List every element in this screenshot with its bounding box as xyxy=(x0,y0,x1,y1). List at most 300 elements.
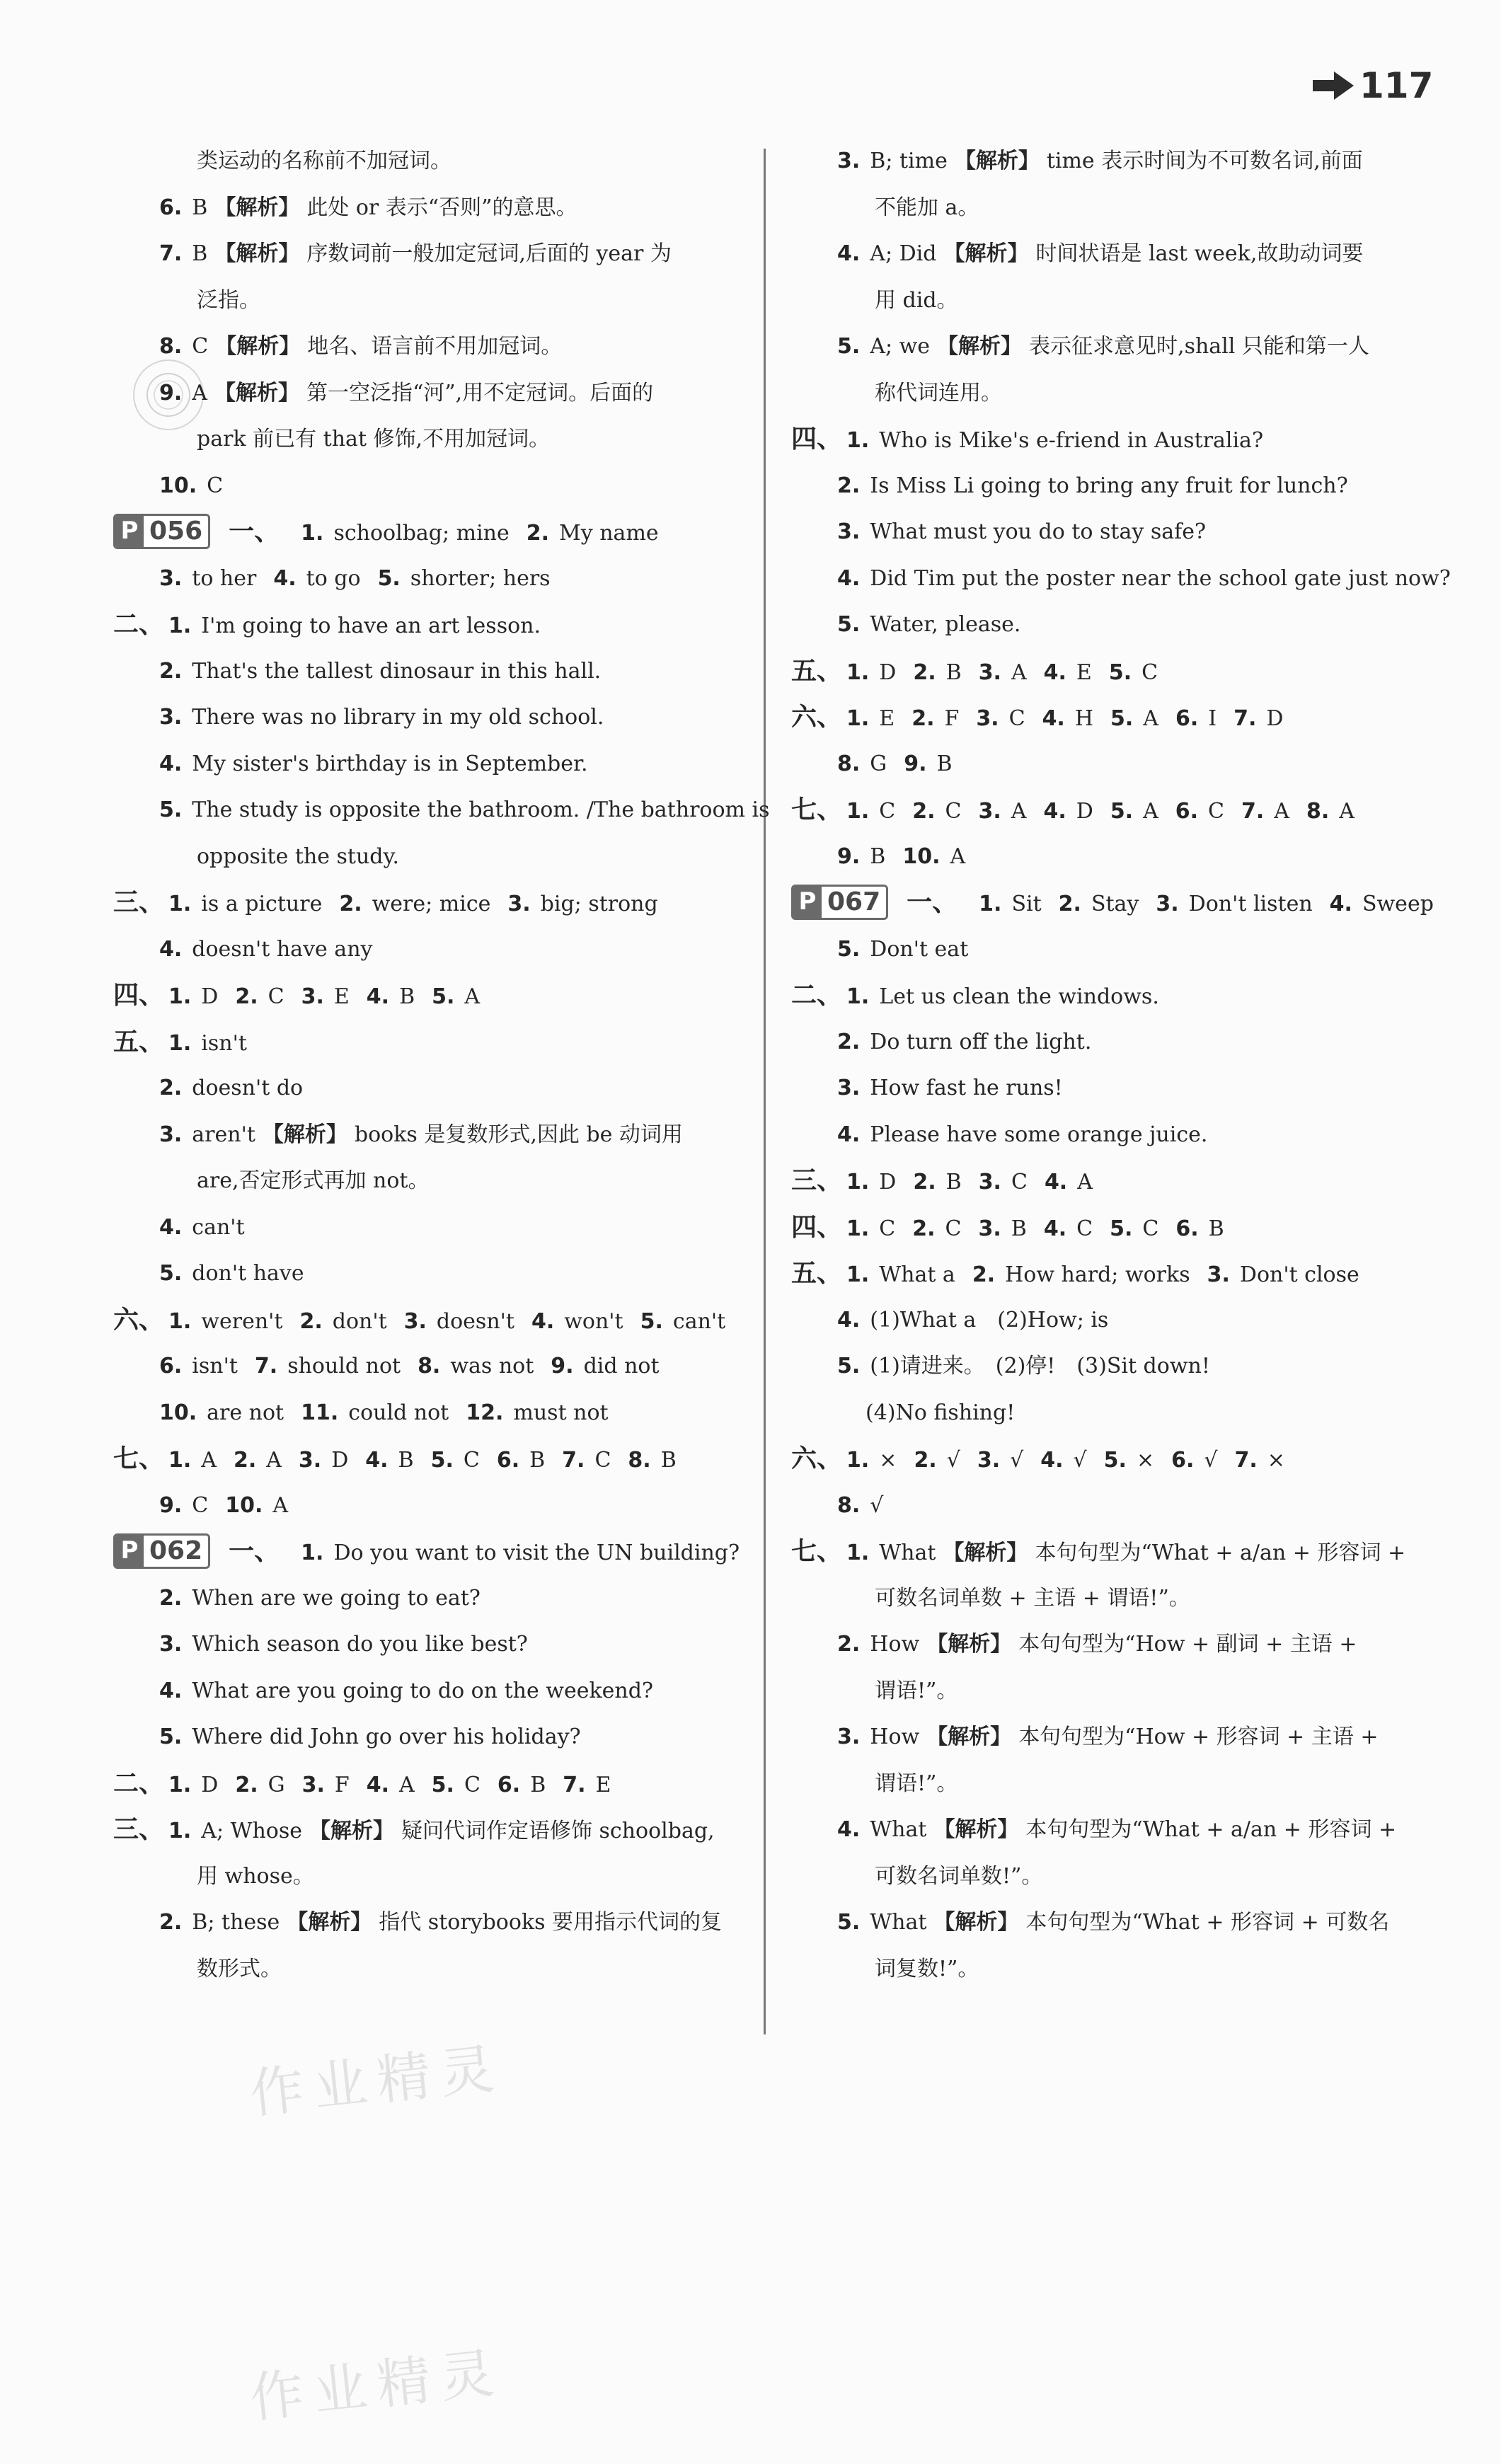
answer-line xyxy=(791,1575,1414,1622)
answer-text: Don't eat xyxy=(870,936,969,962)
answer-text: to her xyxy=(192,565,257,591)
answer-line xyxy=(113,834,736,880)
answer-item xyxy=(1026,788,1093,835)
question-number: 1. xyxy=(846,1262,870,1287)
answer-item xyxy=(285,1762,350,1809)
question-number: 2. xyxy=(339,892,362,916)
analysis-tag: 【解析】 xyxy=(214,241,300,266)
answer-text: What xyxy=(879,1541,936,1565)
answer-text: C xyxy=(1076,1216,1093,1241)
section-label: 三、 xyxy=(113,1815,165,1844)
answer-item xyxy=(895,1206,961,1253)
question-number: 4. xyxy=(365,1448,389,1473)
question-number: 5. xyxy=(159,798,183,822)
answer-item xyxy=(1158,1206,1224,1253)
answer-text: can't xyxy=(672,1308,726,1334)
question-number: 1. xyxy=(846,1216,870,1241)
answer-line xyxy=(791,694,1414,741)
question-number: 2. xyxy=(159,1910,183,1935)
answer-line xyxy=(791,323,1414,370)
question-number: 1. xyxy=(168,984,192,1009)
answer-line xyxy=(113,231,736,277)
answer-line xyxy=(113,1158,736,1204)
page-ref-badge xyxy=(113,514,210,549)
answer-line xyxy=(791,1899,1414,1946)
question-number: 2. xyxy=(1058,892,1081,916)
answer-text: Let us clean the windows. xyxy=(879,984,1159,1009)
answer-line xyxy=(791,1946,1414,1993)
answer-line xyxy=(113,1019,736,1066)
question-number: 2. xyxy=(159,1076,183,1100)
answer-line xyxy=(113,1668,736,1715)
question-number: 4. xyxy=(366,984,390,1009)
answer-text: schoolbag; mine xyxy=(333,521,510,546)
answer-text: can't xyxy=(192,1214,245,1240)
answer-item xyxy=(791,1250,955,1299)
answer-text: Do you want to visit the UN building? xyxy=(333,1541,740,1565)
question-number: 1. xyxy=(979,892,1002,916)
answer-item xyxy=(350,974,415,1020)
answer-text: √ xyxy=(946,1448,960,1473)
answer-text: C xyxy=(879,1216,896,1241)
answer-text: D xyxy=(1076,799,1093,824)
analysis-tag: 【解析】 xyxy=(954,149,1040,173)
question-number: 4. xyxy=(837,241,861,266)
question-number: 3. xyxy=(1156,892,1179,916)
answer-item xyxy=(1027,650,1092,696)
answer-text: must not xyxy=(513,1400,609,1425)
answer-text: C xyxy=(463,1448,480,1473)
answer-line xyxy=(113,648,736,695)
answer-text: Stay xyxy=(1091,892,1139,916)
question-number: 1. xyxy=(168,1030,192,1056)
question-number: 4. xyxy=(1040,1448,1064,1473)
page-number-text: 117 xyxy=(1359,65,1434,106)
question-number: 8. xyxy=(159,334,183,359)
answer-line xyxy=(791,880,1434,926)
answer-item xyxy=(791,1204,895,1253)
answer-item xyxy=(217,1437,282,1484)
analysis-tag: 【解析】 xyxy=(937,334,1023,359)
answer-item xyxy=(159,1483,208,1529)
answer-line xyxy=(113,1390,736,1437)
question-number: 4. xyxy=(837,1122,861,1147)
section-label: 一、 xyxy=(229,1537,280,1566)
question-number: 6. xyxy=(1175,706,1199,731)
answer-text: C xyxy=(594,1448,611,1473)
question-number: 1. xyxy=(846,706,870,731)
answer-item xyxy=(490,881,657,928)
question-number: 6. xyxy=(159,195,183,220)
answer-text: How xyxy=(870,1632,920,1657)
answer-item xyxy=(907,880,1042,928)
answer-line xyxy=(791,138,1414,185)
answer-text: E xyxy=(1076,660,1092,685)
analysis-tag: 【解析】 xyxy=(214,195,300,220)
question-number: 3. xyxy=(159,1632,183,1657)
analysis-note: 本句句型为“How + 副词 + 主语 + xyxy=(1018,1632,1357,1657)
answer-item xyxy=(959,696,1025,742)
answer-line xyxy=(791,1065,1414,1112)
answer-item xyxy=(791,1158,896,1206)
question-number: 7. xyxy=(1234,1448,1258,1473)
answer-text: don't xyxy=(332,1308,387,1334)
answer-line xyxy=(791,1019,1414,1066)
question-number: 1. xyxy=(846,1170,870,1194)
question-number: 3. xyxy=(837,1076,861,1100)
question-number: 3. xyxy=(978,1216,1001,1241)
question-number: 2. xyxy=(913,1170,936,1194)
page-ref-letter: P xyxy=(793,887,822,918)
section-label: 四、 xyxy=(791,1212,843,1242)
question-number: 8. xyxy=(837,1492,861,1518)
answer-item xyxy=(113,1761,218,1809)
question-number: 1. xyxy=(846,799,870,824)
answer-text: My sister's birthday is in September. xyxy=(192,751,588,776)
answer-text: opposite the study. xyxy=(197,844,400,869)
question-number: 4. xyxy=(1043,799,1066,824)
question-number: 3. xyxy=(301,984,324,1009)
answer-line xyxy=(791,277,1414,324)
answer-line xyxy=(791,555,1451,602)
answer-text: B xyxy=(945,660,962,685)
question-number: 3. xyxy=(976,706,999,731)
question-number: 4. xyxy=(1043,660,1066,685)
section-label: 七、 xyxy=(113,1444,165,1473)
answer-text: A xyxy=(1143,706,1158,731)
question-number: 4. xyxy=(273,565,297,591)
answer-text: (1)What a (2)How; is xyxy=(870,1307,1109,1332)
answer-text: B xyxy=(1011,1216,1027,1241)
section-label: 六、 xyxy=(791,1444,843,1473)
answer-line xyxy=(113,1807,736,1853)
question-number: 6. xyxy=(1175,799,1199,824)
question-number: 3. xyxy=(978,660,1001,685)
answer-text: doesn't xyxy=(436,1308,514,1334)
answer-item xyxy=(238,1343,401,1390)
answer-text: 数形式。 xyxy=(197,1956,282,1981)
section-label: 三、 xyxy=(113,888,165,917)
answer-line xyxy=(113,1204,736,1251)
question-number: 5. xyxy=(837,1910,861,1935)
answer-item xyxy=(282,1437,348,1484)
answer-line xyxy=(113,185,736,231)
question-number: 2. xyxy=(837,1029,861,1054)
section-label: 六、 xyxy=(113,1305,165,1335)
answer-line xyxy=(791,834,1414,880)
answer-text: did not xyxy=(583,1354,660,1378)
answer-line xyxy=(113,1529,740,1575)
question-number: 4. xyxy=(1043,1216,1067,1241)
page-ref-number: 056 xyxy=(144,516,208,547)
question-number: 3. xyxy=(977,1448,1001,1473)
answer-line xyxy=(791,1158,1414,1204)
analysis-note: 本句句型为“What + a/an + 形容词 + xyxy=(1035,1541,1406,1565)
question-number: 12. xyxy=(466,1400,504,1425)
question-number: 1. xyxy=(301,521,324,546)
answer-item xyxy=(1028,1159,1093,1206)
answer-item xyxy=(791,648,896,696)
question-number: 2. xyxy=(912,1216,936,1241)
answer-text: 谓语!”。 xyxy=(875,1678,958,1703)
analysis-tag: 【解析】 xyxy=(926,1725,1012,1749)
answer-text: A xyxy=(192,380,207,405)
answer-text: A xyxy=(1011,799,1027,824)
answer-line xyxy=(791,787,1414,834)
answer-line xyxy=(113,880,736,926)
answer-text: Water, please. xyxy=(870,612,1021,637)
answer-text: The study is opposite the bathroom. /The bathroom is xyxy=(192,798,770,822)
answer-text: A xyxy=(201,1448,217,1473)
question-number: 5. xyxy=(432,984,455,1009)
question-number: 4. xyxy=(1042,706,1065,731)
answer-text: is a picture xyxy=(201,892,323,916)
analysis-note: 指代 storybooks 要用指示代词的复 xyxy=(379,1910,723,1935)
answer-text: Don't close xyxy=(1239,1262,1359,1287)
right-answer-column xyxy=(791,138,1451,1992)
section-label: 五、 xyxy=(113,1027,165,1057)
answer-line xyxy=(113,926,736,973)
answer-item xyxy=(955,1252,1190,1299)
answer-text: weren't xyxy=(201,1308,283,1334)
answer-text: What are you going to do on the weekend? xyxy=(192,1678,653,1703)
question-number: 5. xyxy=(377,565,401,591)
answer-text: A xyxy=(1339,799,1355,824)
question-number: 1. xyxy=(168,1308,192,1334)
answer-item xyxy=(623,1299,726,1345)
question-number: 2. xyxy=(911,706,935,731)
answer-item xyxy=(401,1343,534,1390)
section-label: 六、 xyxy=(791,703,843,732)
question-number: 1. xyxy=(168,1819,192,1843)
answer-text: was not xyxy=(450,1354,534,1378)
answer-line xyxy=(791,463,1414,510)
answer-line xyxy=(113,1112,736,1158)
question-number: 5. xyxy=(1110,1216,1133,1241)
answer-line xyxy=(113,1483,736,1529)
question-number: 5. xyxy=(837,612,861,637)
answer-text: × xyxy=(1136,1448,1155,1473)
analysis-note: 序数词前一般加定冠词,后面的 year 为 xyxy=(306,241,672,266)
question-number: 2. xyxy=(235,1772,258,1797)
question-number: 6. xyxy=(159,1354,183,1378)
answer-text: H xyxy=(1074,706,1094,731)
answer-text: 可数名词单数 + 主语 + 谓语!”。 xyxy=(875,1585,1190,1611)
answer-text: B xyxy=(945,1170,962,1194)
answer-text: B xyxy=(1208,1216,1224,1241)
answer-item xyxy=(962,1159,1028,1206)
question-number: 3. xyxy=(507,892,531,916)
answer-text: B xyxy=(530,1772,546,1797)
answer-line xyxy=(791,231,1414,277)
answer-text: could not xyxy=(348,1400,449,1425)
answer-item xyxy=(1313,881,1434,928)
section-label: 一、 xyxy=(907,888,958,917)
answer-text: What xyxy=(870,1817,927,1842)
analysis-note: 本句句型为“What + 形容词 + 可数名 xyxy=(1025,1910,1390,1935)
question-number: 10. xyxy=(159,1400,197,1425)
answer-text: √ xyxy=(870,1492,884,1518)
answer-text: B xyxy=(399,984,415,1009)
answer-text: E xyxy=(333,984,350,1009)
answer-line xyxy=(113,1853,736,1900)
answer-text: Which season do you like best? xyxy=(192,1632,528,1657)
answer-text: D xyxy=(1266,706,1284,731)
answer-text: to go xyxy=(306,565,361,591)
answer-line xyxy=(791,648,1414,695)
answer-text: C xyxy=(268,984,284,1009)
analysis-note: 第一空泛指“河”,用不定冠词。后面的 xyxy=(306,380,654,405)
analysis-tag: 【解析】 xyxy=(215,334,301,359)
answer-item xyxy=(510,510,659,557)
answer-item xyxy=(113,1297,282,1345)
question-number: 3. xyxy=(298,1448,322,1473)
answer-item xyxy=(1023,1437,1086,1484)
answer-item xyxy=(1217,1437,1284,1484)
answer-item xyxy=(1224,788,1289,835)
answer-item xyxy=(837,834,885,880)
answer-text: 称代词连用。 xyxy=(875,380,1002,405)
answer-item xyxy=(208,1483,288,1529)
answer-item xyxy=(962,1206,1027,1253)
answer-text: B; time xyxy=(870,149,948,173)
answer-item xyxy=(1042,881,1139,928)
answer-item xyxy=(885,834,965,880)
answer-line xyxy=(791,370,1414,417)
answer-item xyxy=(887,741,952,788)
question-number: 1. xyxy=(168,1448,192,1473)
answer-line xyxy=(791,926,1414,973)
answer-line xyxy=(113,463,736,510)
answer-text: 用 whose。 xyxy=(197,1863,314,1889)
answer-line xyxy=(791,1853,1414,1900)
answer-item xyxy=(229,509,510,557)
answer-item xyxy=(545,1437,611,1484)
answer-line xyxy=(113,972,736,1019)
question-number: 8. xyxy=(1306,799,1330,824)
question-number: 5. xyxy=(1108,660,1132,685)
answer-item xyxy=(962,650,1027,696)
answer-item xyxy=(1190,1252,1359,1299)
analysis-tag: 【解析】 xyxy=(309,1819,394,1843)
answer-item xyxy=(546,1762,611,1809)
answer-text: √ xyxy=(1204,1448,1218,1473)
question-number: 1. xyxy=(846,1448,870,1473)
answer-item xyxy=(1087,1437,1154,1484)
answer-text: Sit xyxy=(1011,892,1042,916)
answer-line xyxy=(791,1807,1414,1853)
question-number: 5. xyxy=(837,334,861,359)
answer-line xyxy=(113,1297,736,1344)
answer-text: My name xyxy=(559,521,659,546)
watermark-text: 作业精灵 xyxy=(246,2340,507,2430)
answer-text: 用 did。 xyxy=(875,287,958,313)
answer-item xyxy=(449,1390,608,1437)
answer-text: shorter; hers xyxy=(410,565,551,591)
question-number: 5. xyxy=(837,936,861,962)
analysis-note: 疑问代词作定语修饰 schoolbag, xyxy=(401,1819,715,1843)
answer-text: Do turn off the light. xyxy=(870,1029,1092,1054)
question-number: 3. xyxy=(301,1772,325,1797)
question-number: 5. xyxy=(837,1354,861,1378)
answer-item xyxy=(415,1762,481,1809)
page-ref-number: 062 xyxy=(144,1536,208,1567)
answer-text: park 前已有 that 修饰,不用加冠词。 xyxy=(197,427,551,451)
answer-text: big; strong xyxy=(540,892,658,916)
answer-line xyxy=(113,1575,736,1622)
question-number: 4. xyxy=(837,1817,861,1842)
answer-text: doesn't have any xyxy=(192,936,373,962)
page-ref-badge xyxy=(113,1533,210,1569)
answer-text: F xyxy=(334,1772,350,1797)
answer-item xyxy=(284,974,350,1020)
question-number: 1. xyxy=(168,614,192,638)
answer-text: What must you do to stay safe? xyxy=(870,519,1207,544)
answer-item xyxy=(387,1299,514,1345)
section-label: 五、 xyxy=(791,656,843,686)
answer-item xyxy=(218,974,284,1020)
analysis-note: 本句句型为“How + 形容词 + 主语 + xyxy=(1018,1725,1379,1749)
question-number: 2. xyxy=(526,521,550,546)
answer-text: C xyxy=(1011,1170,1028,1194)
answer-text: B xyxy=(660,1448,677,1473)
page-ref-badge xyxy=(791,885,888,920)
answer-text: 词复数!”。 xyxy=(875,1956,979,1981)
question-number: 7. xyxy=(159,241,183,266)
analysis-tag: 【解析】 xyxy=(262,1122,347,1147)
answer-item xyxy=(1027,1206,1093,1253)
answer-text: F xyxy=(944,706,960,731)
answer-item xyxy=(1158,696,1217,742)
analysis-tag: 【解析】 xyxy=(933,1910,1019,1935)
answer-text: √ xyxy=(1073,1448,1087,1473)
analysis-note: 此处 or 表示“否则”的意思。 xyxy=(306,195,577,220)
section-label: 一、 xyxy=(229,517,280,546)
analysis-note: books 是复数形式,因此 be 动词用 xyxy=(354,1122,683,1147)
answer-line xyxy=(113,277,736,324)
answer-item xyxy=(791,1436,897,1484)
answer-line xyxy=(113,1761,736,1807)
answer-text: Where did John go over his holiday? xyxy=(192,1725,581,1749)
answer-line xyxy=(791,1390,1414,1437)
answer-item xyxy=(514,1299,623,1345)
question-number: 4. xyxy=(837,1307,861,1332)
answer-line xyxy=(791,1343,1414,1390)
question-number: 2. xyxy=(913,660,936,685)
question-number: 7. xyxy=(254,1354,278,1378)
section-label: 二、 xyxy=(113,1768,165,1798)
question-number: 4. xyxy=(159,1678,183,1703)
question-number: 7. xyxy=(1241,799,1265,824)
answer-line xyxy=(791,1112,1414,1158)
answer-text: C xyxy=(207,473,224,498)
answer-item xyxy=(159,1390,284,1437)
question-number: 5. xyxy=(1110,799,1134,824)
answer-text: Don't listen xyxy=(1188,892,1313,916)
answer-text: C xyxy=(192,334,209,359)
answer-text: (1)请进来。 (2)停! (3)Sit down! xyxy=(870,1354,1210,1378)
question-number: 8. xyxy=(418,1354,441,1378)
answer-text: A xyxy=(399,1772,415,1797)
question-number: 3. xyxy=(1207,1262,1230,1287)
section-label: 四、 xyxy=(113,981,165,1010)
answer-item xyxy=(229,1529,740,1577)
answer-text: How fast he runs! xyxy=(870,1076,1063,1100)
answer-line xyxy=(113,694,736,741)
answer-line xyxy=(791,1250,1414,1297)
answer-line xyxy=(113,1250,736,1297)
answer-text: B xyxy=(192,195,208,220)
